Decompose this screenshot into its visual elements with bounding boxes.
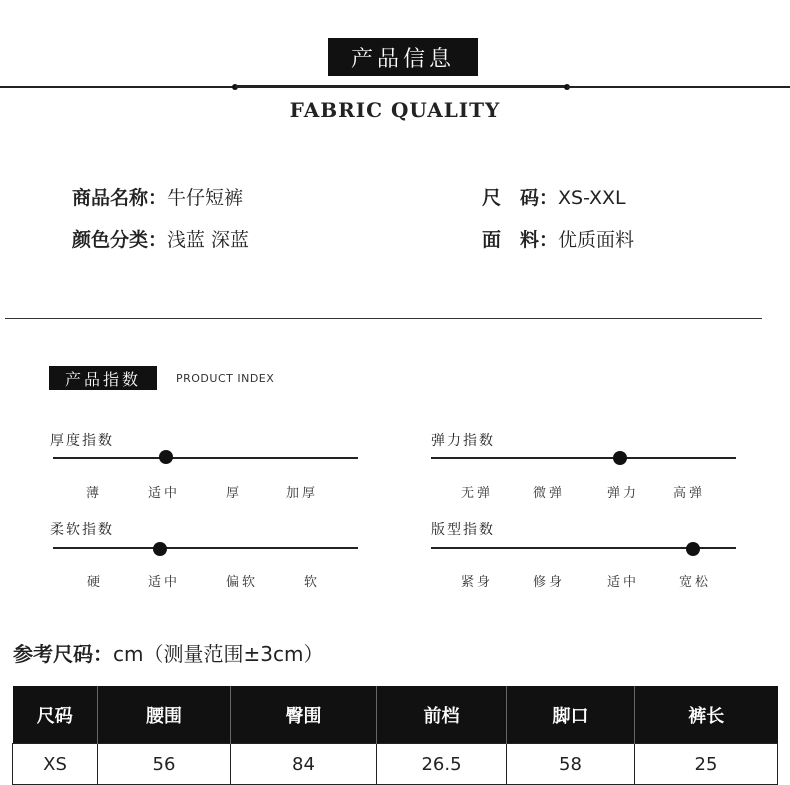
column-header: 尺码	[13, 686, 98, 744]
index-option: 硬	[87, 575, 104, 590]
column-header: 裤长	[635, 686, 778, 744]
index-marker-softness	[153, 542, 167, 556]
index-section-subtitle: PRODUCT INDEX	[176, 372, 275, 385]
column-header: 臀围	[231, 686, 377, 744]
table-cell: 25	[635, 744, 778, 785]
table-cell: 56	[98, 744, 231, 785]
index-option: 紧身	[461, 575, 494, 590]
table-cell: 84	[231, 744, 377, 785]
size-reference	[13, 638, 323, 667]
index-marker-elasticity	[613, 451, 627, 465]
page-subtitle: FABRIC QUALITY	[289, 98, 501, 122]
size-table	[12, 686, 778, 785]
index-section-title: 产品指数	[49, 366, 157, 390]
info-product-name	[72, 183, 243, 210]
table-cell: 26.5	[377, 744, 507, 785]
index-option: 微弹	[533, 486, 566, 501]
index-option: 适中	[148, 575, 181, 590]
index-title-fit: 版型指数	[431, 522, 495, 538]
index-option: 薄	[86, 486, 103, 501]
size-reference-note: cm（测量范围±3cm）	[113, 642, 324, 666]
index-option: 弹力	[607, 486, 640, 501]
info-label: 面 料：	[482, 229, 559, 251]
index-option: 适中	[148, 486, 181, 501]
index-option: 偏软	[226, 575, 259, 590]
index-option: 适中	[607, 575, 640, 590]
page-title: 产品信息	[328, 38, 478, 76]
info-value: 浅蓝 深蓝	[167, 229, 250, 251]
section-divider	[5, 318, 762, 319]
index-marker-thickness	[159, 450, 173, 464]
info-value: 牛仔短裤	[167, 187, 244, 209]
info-fabric	[482, 225, 634, 252]
info-color	[72, 225, 249, 252]
info-label: 尺 码：	[482, 187, 559, 209]
column-header: 前档	[377, 686, 507, 744]
divider-left	[0, 86, 235, 88]
column-header: 脚口	[507, 686, 635, 744]
table-cell: XS	[13, 744, 98, 785]
index-title-thickness: 厚度指数	[50, 433, 114, 449]
index-option: 软	[304, 575, 321, 590]
divider-right	[567, 86, 790, 88]
table-row	[13, 744, 778, 785]
info-label: 颜色分类：	[72, 229, 168, 251]
index-track-thickness	[53, 457, 358, 459]
info-value: 优质面料	[558, 229, 635, 251]
index-marker-fit	[686, 542, 700, 556]
info-size	[482, 183, 626, 210]
column-header: 腰围	[98, 686, 231, 744]
index-option: 加厚	[286, 486, 319, 501]
index-title-elasticity: 弹力指数	[431, 433, 495, 449]
size-table-header	[13, 686, 778, 744]
index-option: 无弹	[461, 486, 494, 501]
index-option: 高弹	[673, 486, 706, 501]
index-option: 修身	[533, 575, 566, 590]
info-value: XS-XXL	[558, 187, 626, 209]
table-cell: 58	[507, 744, 635, 785]
size-reference-label: 参考尺码：	[13, 642, 113, 666]
index-track-softness	[53, 547, 358, 549]
info-label: 商品名称：	[72, 187, 168, 209]
divider-center	[235, 85, 567, 88]
index-title-softness: 柔软指数	[50, 522, 114, 538]
index-option: 宽松	[679, 575, 712, 590]
index-track-elasticity	[431, 457, 736, 459]
index-option: 厚	[226, 486, 243, 501]
